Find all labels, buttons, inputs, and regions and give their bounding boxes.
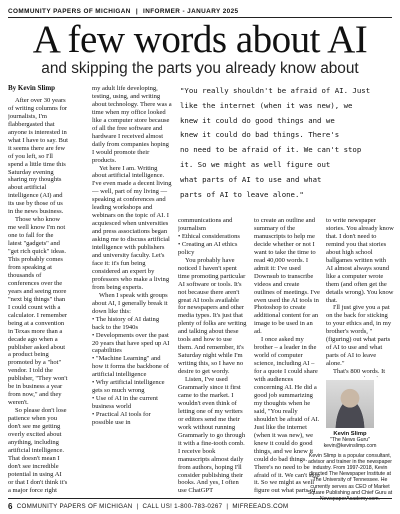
footer-phone: CALL US! 1-800-783-0267 [142, 502, 223, 510]
author-tagline: "The News Guru" [329, 437, 370, 444]
footer-separator: | [226, 502, 229, 510]
pull-quote-line: parts of AI to leave alone." [180, 189, 304, 199]
bullet-item: • Developments over the past 20 years that have sped up AI capabilities [92, 331, 170, 355]
bullet-item: • The history of AI dating back to the 1940s [92, 315, 160, 331]
footer-rule [8, 498, 392, 499]
page-footer [8, 500, 392, 512]
paragraph: When I speak with groups about AI, I generally break it down like this: [92, 291, 168, 315]
pull-quote-line: like the internet (when it was new), we [180, 100, 353, 110]
author-name: Kevin Slimp [333, 431, 367, 437]
paragraph: to write newspaper stories. You already know that. I don't need to remind you that stories about high school ballgames written with AI almost always sound like a computer wrote them (and often get the details wrong). You know that. [326, 217, 394, 304]
bullet-item: • Use of AI in the current business world [92, 395, 158, 411]
pull-quote-line: what parts of AI to use and what [180, 174, 322, 184]
paragraph: to create an outline and summary of the manuscripts to help me decide whether or not I want to take the time to read 40,000 words. I admit it: I've used Downsub to transcribe videos and create outlines of meetings. I've even used the AI tools in Photoshop to create additional content for an image to be used in an ad. [254, 217, 320, 336]
footer-separator: | [136, 502, 139, 510]
paragraph: That's 800 words. It [333, 368, 386, 376]
article-column-3 [178, 217, 248, 495]
paragraph: I'll just give you a pat on the back for sticking to your ethics and, in my brother's words, "(figuring) out what parts of AI to use and what parts of AI to leave alone." [326, 304, 392, 368]
author-bio-text: Kevin Slimp is a popular consultant, advisor and trainer in the newspaper industry. From 1997-2018, Kevin directed The Newspaper Institute at The University of Tennessee. He currently serves as CEO of Market Square Publishing and Chief Guru at NewspaperAcademy.com. [307, 452, 393, 503]
author-bio [306, 431, 394, 502]
article-column-2 [92, 85, 172, 495]
pull-quote-line: knew it could do good things and we [180, 115, 335, 125]
footer-publication: COMMUNITY PAPERS OF MICHIGAN [16, 502, 133, 510]
publication-name: COMMUNITY PAPERS OF MICHIGAN [8, 7, 131, 15]
pull-quote-line: no need to be afraid of it. We can't stop [180, 145, 362, 155]
page-header [8, 4, 392, 18]
article-column-1 [8, 85, 68, 495]
paragraph: Those who know me well know I'm not one to fall for the latest "gadgets" and "get rich quick" ideas. This probably comes from speaking at thousands of conferences over the years and seeing more "next big things" than I could count with a calculator. I remember being at a convention in Texas more than a decade ago when a publisher asked about a product being promoted by a "hot" vendor. I told the publisher, "They won't be in business a year from now," and they weren't. [8, 216, 68, 407]
headline: A few words about AI [32, 18, 368, 61]
paragraph: I once asked my brother – a leader in the world of computer science, including AI – for a quote I could share with audiences concerning AI. He did a good job summarizing my thoughts when he said, "You really shouldn't be afraid of AI. Just like the internet (when it was new), we knew it could do good things, and we knew it could do bad things. There's no need to be afraid of it. We can't stop it. So we might as well figure out what parts of [254, 336, 320, 495]
author-email[interactable]: kevin@kevinslimp.com [323, 443, 377, 450]
bullet-item: communications and journalism [178, 217, 233, 232]
paragraph: So please don't lose patience when you don't see me getting overly excited about anything, including artificial intelligence. That doesn't mean I don't see incredible potential in using AI or that I don't think it's a major force right [8, 407, 68, 494]
bullet-item: • "Machine Learning" and how it forms the backbone of artificial intelligence [92, 355, 169, 379]
bullet-item: • Practical AI tools for possible use in [92, 411, 151, 427]
bullet-item: • Creating an AI ethics policy [178, 240, 238, 256]
paragraph: You probably have noticed I haven't spent time promoting particular AI software or tools. It's not because there aren't great AI tools available for newspapers and other media types. It's just that plenty of folks are writing and talking about these tools and how to use them. And remember, it's Saturday night while I'm writing this, so I have no desire to get wordy. [178, 256, 247, 376]
page-number: 6 [8, 501, 13, 511]
byline: By Kevin Slimp [8, 85, 56, 92]
bullet-item: • Ethical considerations [178, 232, 240, 240]
author-photo [326, 380, 374, 428]
paragraph: After over 30 years of writing columns for journalists, I'm flabbergasted that anyone is interested in what I have to say. But it seems there are few of you left, so I'll spend a little time this Saturday evening sharing my thoughts about artificial intelligence (AI) and its use by those of us in the news business. [8, 96, 68, 216]
header-separator: | [135, 7, 139, 15]
footer-site[interactable]: MIFREEADS.COM [232, 502, 289, 510]
paragraph: Listen, I've used Grammarly since it first came to the market. I wouldn't even think of letting one of my writers or editors send me their work without running Grammarly to go through it with a fine-tooth comb. I receive book manuscripts almost daily from authors, hoping I'll consider publishing their books. And yes, I often use ChatGPT [178, 376, 246, 495]
pull-quote-line: knew it could do bad things. There's [180, 130, 340, 140]
pull-quote-line: "You really shouldn't be afraid of AI. Just [180, 86, 371, 95]
article-column-5 [326, 217, 394, 377]
pull-quote-line: it. So we might as well figure out [180, 159, 331, 169]
issue-label: INFORMER - JANUARY 2025 [143, 7, 239, 15]
subheadline: and skipping the parts you already know about [41, 60, 359, 77]
pull-quote [180, 84, 396, 212]
bullet-item: • Why artificial intelligence gets so much wrong [92, 379, 165, 395]
paragraph: my adult life developing, testing, using, and writing about technology. There was a time when my office looked like a computer store because of all the free software and hardware I received almost daily from companies hoping I would promote their products. [92, 85, 172, 164]
paragraph: Yet here I am. Writing about artificial intelligence. I've even made a decent living — well, part of my living — speaking at conferences and leading workshops and webinars on the topic of AI. I acquiesced when universities and press associations began asking me to discuss artificial intelligence with publishers and university faculty. Let's face it: it's fun being considered an expert by professors who make a living from being experts. [92, 164, 172, 291]
